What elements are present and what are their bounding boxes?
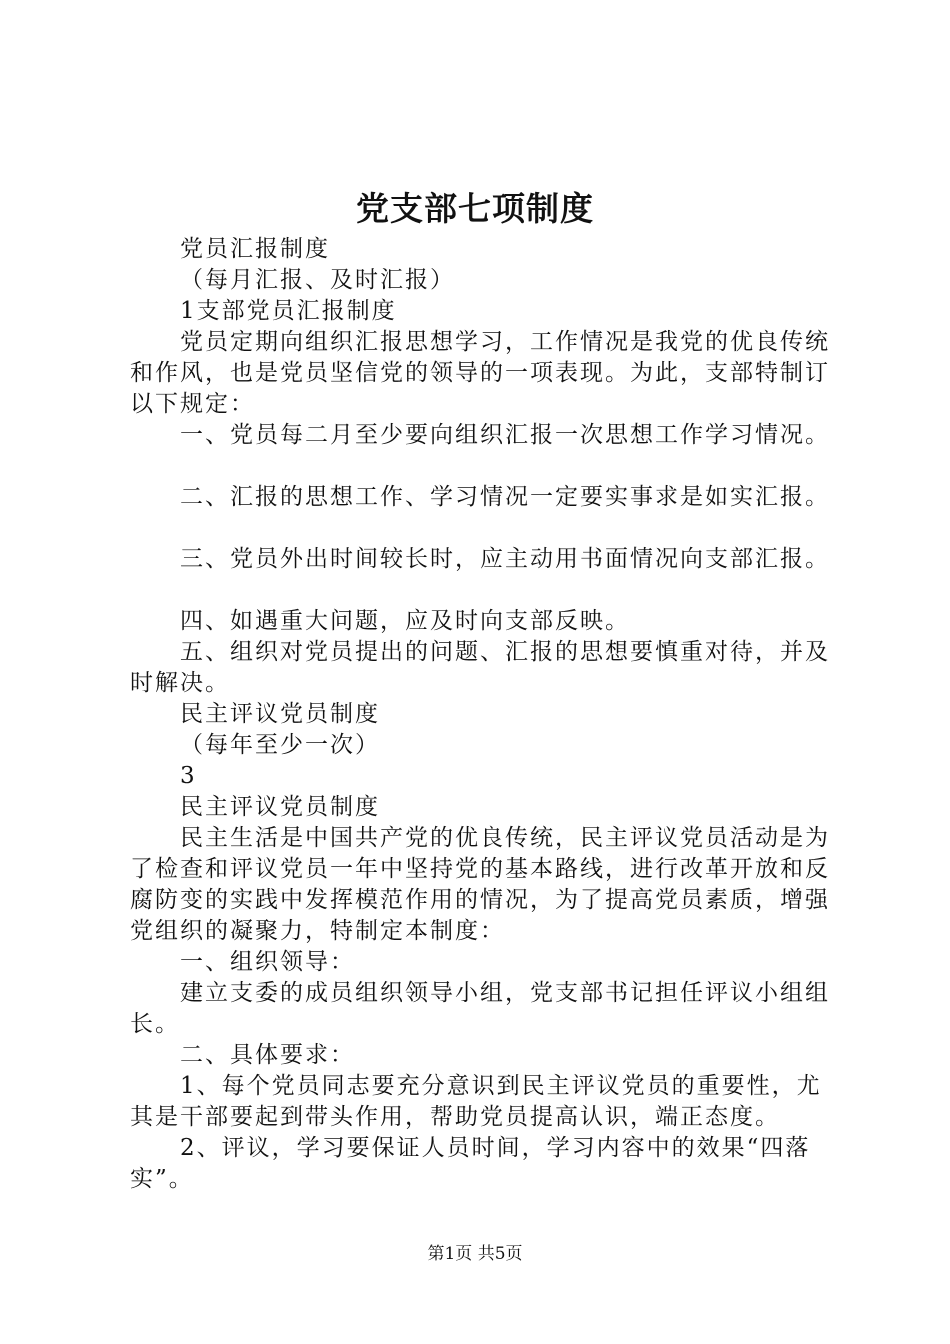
section-subtitle-evaluation: （每年至少一次） xyxy=(180,732,380,758)
section-heading-report: 党员汇报制度 xyxy=(180,236,330,262)
list-item-requirement-1: 1、每个党员同志要充分意识到民主评议党员的重要性，尤其是干部要起到带头作用，帮助党员提高认识，端正态度。 xyxy=(130,1073,822,1130)
section-title-report-rule: 1支部党员汇报制度 xyxy=(180,298,397,324)
paragraph-organization: 建立支委的成员组织领导小组，党支部书记担任评议小组组长。 xyxy=(130,980,830,1037)
paragraph-intro-report: 党员定期向组织汇报思想学习，工作情况是我党的优良传统和作风，也是党员坚信党的领导的一项表现。为此，支部特制订以下规定： xyxy=(130,329,830,417)
subheading-organization: 一、组织领导： xyxy=(180,949,355,975)
subheading-requirements: 二、具体要求： xyxy=(180,1042,355,1068)
section-heading-evaluation: 民主评议党员制度 xyxy=(180,701,380,727)
section-subtitle-report: （每月汇报、及时汇报） xyxy=(180,267,455,293)
list-item-requirement-2: 2、评议，学习要保证人员时间，学习内容中的效果“四落实”。 xyxy=(130,1135,811,1192)
list-item-report-4: 四、如遇重大问题，应及时向支部反映。 xyxy=(180,608,630,634)
list-item-report-1: 一、党员每二月至少要向组织汇报一次思想工作学习情况。 xyxy=(180,422,830,448)
page-footer: 第1页 共5页 xyxy=(427,1244,523,1264)
document-title: 党支部七项制度 xyxy=(356,189,594,228)
list-item-report-3: 三、党员外出时间较长时，应主动用书面情况向支部汇报。 xyxy=(180,546,830,572)
list-item-report-5: 五、组织对党员提出的问题、汇报的思想要慎重对待，并及时解决。 xyxy=(130,639,830,696)
paragraph-intro-evaluation: 民主生活是中国共产党的优良传统，民主评议党员活动是为了检查和评议党员一年中坚持党的基本路线，进行改革开放和反腐防变的实践中发挥模范作用的情况，为了提高党员素质，增强党组织的凝聚力，特制定本制度： xyxy=(130,825,830,944)
list-item-report-2: 二、汇报的思想工作、学习情况一定要实事求是如实汇报。 xyxy=(180,484,830,510)
section-title-evaluation-rule: 民主评议党员制度 xyxy=(180,794,380,820)
document-body xyxy=(130,234,835,1195)
section-number: 3 xyxy=(180,763,197,789)
